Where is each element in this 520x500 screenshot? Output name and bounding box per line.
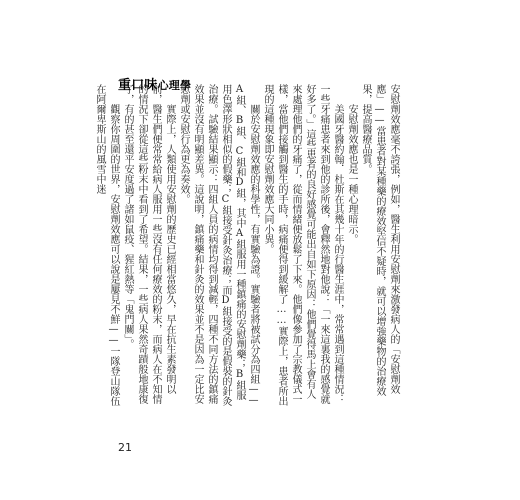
page-number: 21 bbox=[118, 441, 132, 454]
paragraph: 關於安慰劑效應的科學性，有實驗為證。實驗者將被試分為四組——A組、B組、C組和D組，其中A組服用一種鎮痛的安慰劑藥；B組服用色澤形狀相似的假藥；C組接受針灸治療；而D組接受的是假裝的針灸治療。試驗結果顯示：四組人員的病情均得到減輕，四種不同方法的鎮痛效果並沒有明顯差異。這說明，鎮痛藥和針灸的效果並不是因為一定比安慰劑或安慰行為更為奏效。 bbox=[178, 84, 259, 406]
paragraph: 實際上，人類使用安慰劑的歷史已經相當悠久，早在抗生素發明以前，醫生們便常常給病人服用一些沒有任何療效的粉末，而病人在不知情的情況下卻從這些粉末中看到了希望。結果，一些病人果然奇蹟般地康復了，有的甚至還平安度過了諸如鼠疫、猩紅熱等「鬼門關」。 bbox=[122, 84, 175, 404]
paragraph: 安慰劑效應也是一種心理暗示。 bbox=[346, 104, 357, 244]
header-title-main: 重口味 bbox=[118, 78, 158, 93]
paragraph: 安慰劑效應毫不誇張，例如，醫生利用安慰劑來激發病人的「安慰劑效應」——當患者對某種藥的療效堅信不疑時，就可以增強藥物的治療效果，提高醫療品質。 bbox=[360, 84, 399, 396]
body-text bbox=[94, 84, 400, 406]
paragraph: 觀察你周圍的世界，安慰劑效應可以說是屢見不鮮——一隊登山隊伍在阿爾卑斯山的風雪中迷 bbox=[94, 84, 119, 406]
paragraph: 美國牙醫約翰．杜斯在其幾十年的行醫生涯中，常常遇到這種情況：一些牙痛患者來到他的診所後，會釋然地對他說：「一來這裏我的感覺就好多了。」這些患者的良好感覺可能出自如下原因：他們覺得馬上會有人來處理他們的牙痛了，從而情緒便放鬆了下來。他們像參加了宗教儀式一樣，當他們接觸到醫生的手時，病痛便得到緩解了……實際上，患者所出現的這種現象即安慰劑效應大同小異。 bbox=[262, 84, 343, 406]
header-title-accent: 心理學 bbox=[157, 79, 192, 92]
vertical-text-block bbox=[94, 84, 400, 406]
